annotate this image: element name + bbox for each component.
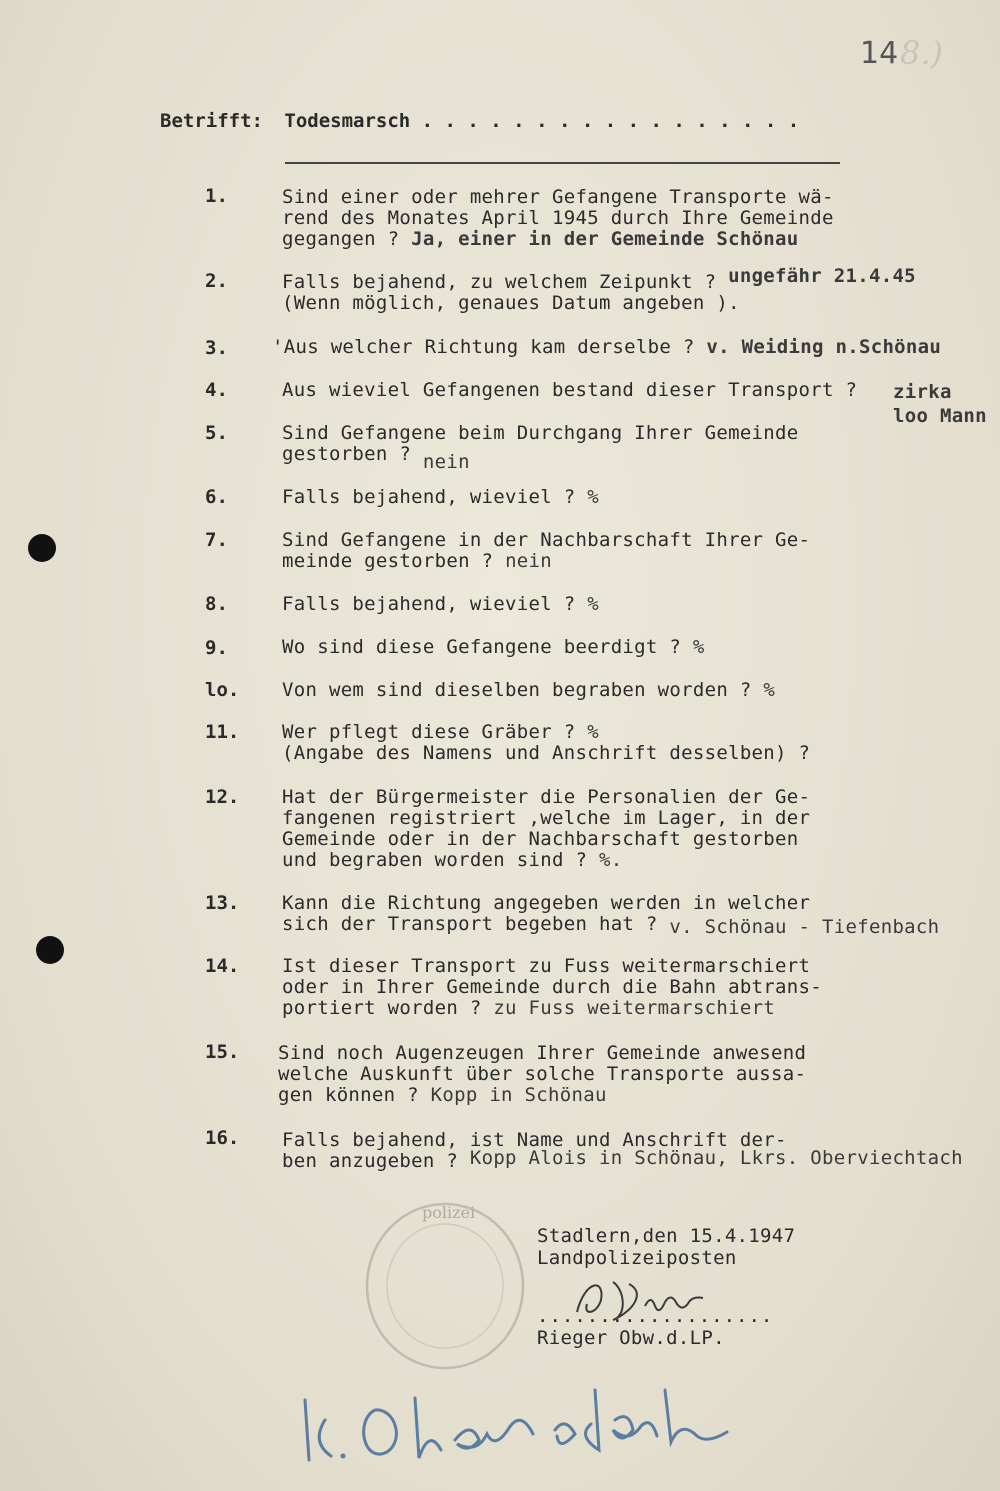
answer-8: % (587, 593, 599, 615)
answer-1: Ja, einer in der Gemeinde Schönau (411, 228, 799, 250)
question-12: Hat der Bürgermeister die Personalien der Ge- fangenen registriert ,welche im Lager, in der Gemeinde oder in der Nachbarschaft gestorben und begraben worden sind ? %. (282, 786, 811, 871)
handwritten-note (295, 1380, 765, 1480)
handwritten-signature (565, 1270, 735, 1330)
question-number: 2. (205, 270, 228, 292)
answer-16: Kopp Alois in Schönau, Lkrs. Oberviechtach (469, 1147, 963, 1169)
signatory-name: Rieger Obw.d.LP. (537, 1327, 725, 1349)
question-2: Falls bejahend, zu welchem Zeipunkt ? ungefähr 21.4.45 (Wenn möglich, genaues Datum angeben ). (282, 265, 916, 314)
subject-label: Betrifft: (160, 110, 263, 132)
answer-3: v. Weiding n.Schönau (706, 336, 942, 358)
page-number: 14 (860, 36, 899, 71)
question-14: Ist dieser Transport zu Fuss weitermarschiert oder in Ihrer Gemeinde durch die Bahn abtrans- portiert worden ? zu Fuss weitermarschiert (282, 955, 822, 1019)
punch-hole-bottom (36, 936, 64, 964)
subject-text: Todesmarsch . . . . . . . . . . . . . . . . . (284, 110, 800, 132)
question-number: 3. (205, 337, 228, 359)
place-date: Stadlern,den 15.4.1947 (537, 1225, 796, 1247)
question-number: 9. (205, 637, 228, 659)
question-number: 6. (205, 486, 228, 508)
signature-dots: ................... (537, 1305, 774, 1327)
question-16: Falls bejahend, ist Name und Anschrift der- ben anzugeben ? Kopp Alois in Schönau, Lkrs. Oberviechtach (282, 1130, 963, 1172)
question-number: 4. (205, 379, 228, 401)
question-8: Falls bejahend, wieviel ? % (282, 593, 599, 615)
answer-4-line-2: loo Mann (893, 405, 987, 427)
question-7: Sind Gefangene in der Nachbarschaft Ihrer Ge- meinde gestorben ? nein (282, 529, 811, 572)
question-number: 15. (205, 1041, 240, 1063)
question-number: 13. (205, 892, 240, 914)
question-number: 11. (205, 721, 240, 743)
answer-11: % (587, 721, 599, 743)
question-6: Falls bejahend, wieviel ? % (282, 486, 599, 508)
subject-underline (285, 162, 840, 164)
question-number: 5. (205, 422, 228, 444)
question-number: 12. (205, 786, 240, 808)
page-number-suffix: 8.) (900, 34, 944, 72)
answer-15: Kopp in Schönau (430, 1084, 607, 1106)
answer-10: % (763, 679, 776, 701)
official-stamp (360, 1196, 530, 1376)
question-11: Wer pflegt diese Gräber ? % (Angabe des Namens und Anschrift desselben) ? (282, 721, 811, 764)
question-5: Sind Gefangene beim Durchgang Ihrer Gemeinde gestorben ? nein (282, 422, 799, 473)
office-name: Landpolizeiposten (537, 1247, 737, 1269)
question-4: Aus wieviel Gefangenen bestand dieser Transport ? (282, 380, 858, 401)
punch-hole-top (28, 534, 56, 562)
answer-4: zirka (893, 381, 952, 403)
answer-6: % (587, 486, 599, 508)
answer-9: % (692, 636, 705, 658)
question-number: lo. (205, 679, 240, 701)
answer-2: ungefähr 21.4.45 (728, 265, 916, 287)
question-number: 14. (205, 955, 240, 977)
question-9: Wo sind diese Gefangene beerdigt ? % (282, 636, 705, 658)
answer-5: nein (422, 451, 470, 473)
question-3: 'Aus welcher Richtung kam derselbe ? v. Weiding n.Schönau (272, 336, 942, 358)
answer-7: nein (505, 550, 553, 572)
answer-13: v. Schönau - Tiefenbach (669, 916, 940, 938)
subject-line (160, 110, 799, 132)
question-1: Sind einer oder mehrer Gefangene Transporte wä- rend des Monates April 1945 durch Ihre Gemeinde gegangen ? Ja, einer in der Gemeinde Schönau (282, 186, 834, 250)
question-10: Von wem sind dieselben begraben worden ? % (282, 679, 776, 701)
question-number: 7. (205, 529, 228, 551)
answer-14: zu Fuss weitermarschiert (493, 997, 776, 1019)
question-13: Kann die Richtung angegeben werden in welcher sich der Transport begeben hat ? v. Schönau - Tiefenbach (282, 892, 940, 938)
answer-12: %. (598, 849, 623, 871)
question-15: Sind noch Augenzeugen Ihrer Gemeinde anwesend welche Auskunft über solche Transporte aussa- gen können ? Kopp in Schönau (278, 1042, 807, 1106)
question-number: 8. (205, 593, 228, 615)
question-number: 1. (205, 185, 228, 207)
question-number: 16. (205, 1127, 240, 1149)
stamp-lettering: polizei (422, 1203, 476, 1222)
